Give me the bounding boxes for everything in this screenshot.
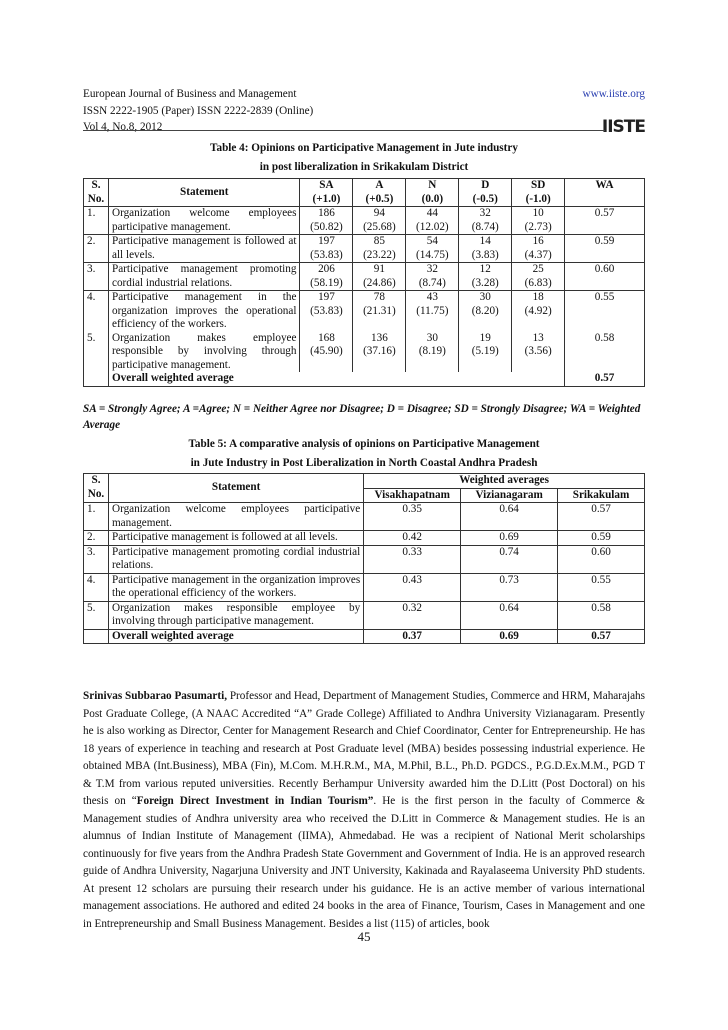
row-n: 43 (11.75): [406, 291, 459, 332]
row-vizianagaram: 0.64: [461, 601, 558, 629]
bio-text-part2: . He is the first person in the faculty of Commerce & Management studies of Andhra university area who received the D.Litt in Commerce & Management studies. He is an alumnus of Indian Institute of Management (IIMA), Ahmedabad. He was a recipient of National Merit scholarships continuously for five years from the Andhra Pradesh State Government and Government of India. He is an approved research guide of Andhra University, Nagarjuna University and JNT University, Kakinada and Rayalaseema University PhD students. At present 12 scholars are pursuing their research under his guidance. He is an active member of various international management associations. He authored and edited 24 books in the area of Finance, Tourism, Cases in Management and one in Entrepreneurship and Small Business Management. Besides a list (115) of articles, book: [83, 795, 646, 930]
table4-caption-line2: in post liberalization in Srikakulam District: [259, 161, 469, 173]
row-sa: 206 (58.19): [300, 263, 353, 291]
header-divider: [83, 130, 605, 131]
row-visakhapatnam: 0.42: [364, 531, 461, 546]
row-a: 91 (24.86): [353, 263, 406, 291]
table4-header-statement: Statement: [108, 179, 300, 207]
table4: [83, 178, 645, 387]
row-statement: Organization makes responsible employee by involving through participative management.: [108, 601, 363, 629]
row-sno: 4.: [84, 573, 109, 601]
table5-header-srikakulam: Srikakulam: [558, 488, 645, 503]
row-sa: 197 (53.83): [300, 291, 353, 332]
table5-caption-line1: Table 5: A comparative analysis of opinions on Participative Management: [188, 438, 540, 450]
row-sa: 186 (50.82): [300, 207, 353, 235]
row-sno: 3.: [84, 545, 109, 573]
row-d: 12 (3.28): [459, 263, 512, 291]
row-sd: 16 (4.37): [512, 235, 565, 263]
row-sd: 18 (4.92): [512, 291, 565, 332]
table4-legend: SA = Strongly Agree; A =Agree; N = Neither Agree nor Disagree; D = Disagree; SD = Strongly Disagree; WA = Weighted Average: [83, 403, 641, 431]
row-srikakulam: 0.60: [558, 545, 645, 573]
row-visakhapatnam: 0.43: [364, 573, 461, 601]
row-d: 30 (8.20): [459, 291, 512, 332]
table-row: [84, 503, 645, 531]
row-wa: 0.55: [565, 291, 645, 332]
table5-overall-row: [84, 629, 645, 644]
row-a: 78 (21.31): [353, 291, 406, 332]
row-vizianagaram: 0.73: [461, 573, 558, 601]
row-sno: 3.: [84, 263, 109, 291]
table4-caption-line1: Table 4: Opinions on Participative Management in Jute industry: [210, 142, 518, 154]
row-srikakulam: 0.55: [558, 573, 645, 601]
row-a: 85 (23.22): [353, 235, 406, 263]
row-vizianagaram: 0.74: [461, 545, 558, 573]
table-row: [84, 207, 645, 235]
row-sno: 1.: [84, 503, 109, 531]
row-sd: 10 (2.73): [512, 207, 565, 235]
table5-overall-label: Overall weighted average: [108, 629, 363, 644]
row-vizianagaram: 0.69: [461, 531, 558, 546]
table4-header-d: D (-0.5): [459, 179, 512, 207]
bio-thesis-title: Foreign Direct Investment in Indian Tourism”: [136, 795, 374, 807]
row-visakhapatnam: 0.33: [364, 545, 461, 573]
journal-volume: Vol 4, No.8, 2012: [83, 121, 163, 133]
page-number: 45: [357, 929, 371, 944]
table5-caption-line2: in Jute Industry in Post Liberalization in North Coastal Andhra Pradesh: [190, 457, 538, 469]
row-sno: 1.: [84, 207, 109, 235]
row-n: 54 (14.75): [406, 235, 459, 263]
row-statement: Organization welcome employees participative management.: [108, 207, 300, 235]
table5-header-sno: S. No.: [84, 474, 109, 503]
row-statement: Participative management promoting cordial industrial relations.: [108, 545, 363, 573]
table5-header-visakhapatnam: Visakhapatnam: [364, 488, 461, 503]
table5-header-vizianagaram: Vizianagaram: [461, 488, 558, 503]
table4-header-sa: SA (+1.0): [300, 179, 353, 207]
table4-header-wa: WA: [565, 179, 645, 207]
table-row: [84, 531, 645, 546]
row-statement: Organization welcome employees participative management.: [108, 503, 363, 531]
row-d: 14 (3.83): [459, 235, 512, 263]
row-d: 32 (8.74): [459, 207, 512, 235]
row-vizianagaram: 0.64: [461, 503, 558, 531]
row-statement: Participative management in the organization improves the operational efficiency of the workers.: [108, 291, 300, 332]
row-n: 32 (8.74): [406, 263, 459, 291]
table5-overall-vizianagaram: 0.69: [461, 629, 558, 644]
table5-overall-srikakulam: 0.57: [558, 629, 645, 644]
row-statement: Participative management promoting cordial industrial relations.: [108, 263, 300, 291]
row-statement: Organization makes employee responsible by involving through participative management.: [108, 332, 300, 373]
journal-title: European Journal of Business and Management: [83, 88, 297, 100]
table4-header-sno: S. No.: [84, 179, 109, 207]
row-statement: Participative management is followed at all levels.: [108, 531, 363, 546]
table-row: [84, 332, 645, 373]
table-row: [84, 545, 645, 573]
table4-header-n: N (0.0): [406, 179, 459, 207]
row-sno: 5.: [84, 332, 109, 373]
row-srikakulam: 0.59: [558, 531, 645, 546]
journal-info: [83, 86, 645, 136]
row-statement: Participative management in the organization improves the operational efficiency of the workers.: [108, 573, 363, 601]
bio-text-part1: Professor and Head, Department of Management Studies, Commerce and HRM, Maharajahs Post Graduate College, (A NAAC Accredited “A” Grade College) Affiliated to Andhra University Vizianagaram. Presently he is also working as Director, Center for Management Research and Chief Coordinator, Center for Entrepreneurship. He has 18 years of experience in teaching and research at Post Graduate level (MBA) besides possessing industrial experience. He obtained MBA (Int.Business), MBA (Fin), M.Com. M.H.R.M., MA, M.Phil, B.L., Ph.D. PGDCS., P.G.D.Ex.M.M., PGD T & T.M from various reputed universities. Recently Berhampur University awarded him the D.Litt (Post Doctoral) on his thesis on “: [83, 690, 645, 807]
journal-issn: ISSN 2222-1905 (Paper) ISSN 2222-2839 (Online): [83, 104, 314, 117]
row-sno: 2.: [84, 235, 109, 263]
row-srikakulam: 0.57: [558, 503, 645, 531]
table-row: [84, 291, 645, 332]
row-sno: 4.: [84, 291, 109, 332]
table-row: [84, 263, 645, 291]
row-visakhapatnam: 0.35: [364, 503, 461, 531]
table4-header-a: A (+0.5): [353, 179, 406, 207]
table-row: [84, 601, 645, 629]
row-sa: 168 (45.90): [300, 332, 353, 373]
row-n: 44 (12.02): [406, 207, 459, 235]
table5-header-row1: [84, 474, 645, 489]
row-wa: 0.60: [565, 263, 645, 291]
table5-header-statement: Statement: [108, 474, 363, 503]
iiste-logo: IISTE: [601, 117, 645, 137]
row-statement: Participative management is followed at all levels.: [108, 235, 300, 263]
table4-header-sd: SD (-1.0): [512, 179, 565, 207]
table5-header-group: Weighted averages: [364, 474, 645, 489]
row-n: 30 (8.19): [406, 332, 459, 373]
row-sno: 2.: [84, 531, 109, 546]
table-row: [84, 235, 645, 263]
row-d: 19 (5.19): [459, 332, 512, 373]
table4-overall-row: [84, 372, 645, 386]
row-a: 94 (25.68): [353, 207, 406, 235]
row-srikakulam: 0.58: [558, 601, 645, 629]
author-bio: [83, 688, 645, 933]
author-name: Srinivas Subbarao Pasumarti,: [83, 690, 227, 702]
table5: [83, 473, 645, 644]
table4-overall-value: 0.57: [565, 372, 645, 386]
table4-header-row: [84, 179, 645, 207]
table4-overall-label: Overall weighted average: [108, 372, 564, 386]
journal-url-link[interactable]: www.iiste.org: [582, 88, 645, 100]
row-sno: 5.: [84, 601, 109, 629]
row-sd: 25 (6.83): [512, 263, 565, 291]
row-wa: 0.57: [565, 207, 645, 235]
table-row: [84, 573, 645, 601]
row-a: 136 (37.16): [353, 332, 406, 373]
row-wa: 0.58: [565, 332, 645, 373]
row-sa: 197 (53.83): [300, 235, 353, 263]
row-sd: 13 (3.56): [512, 332, 565, 373]
row-wa: 0.59: [565, 235, 645, 263]
row-visakhapatnam: 0.32: [364, 601, 461, 629]
table5-overall-visakhapatnam: 0.37: [364, 629, 461, 644]
